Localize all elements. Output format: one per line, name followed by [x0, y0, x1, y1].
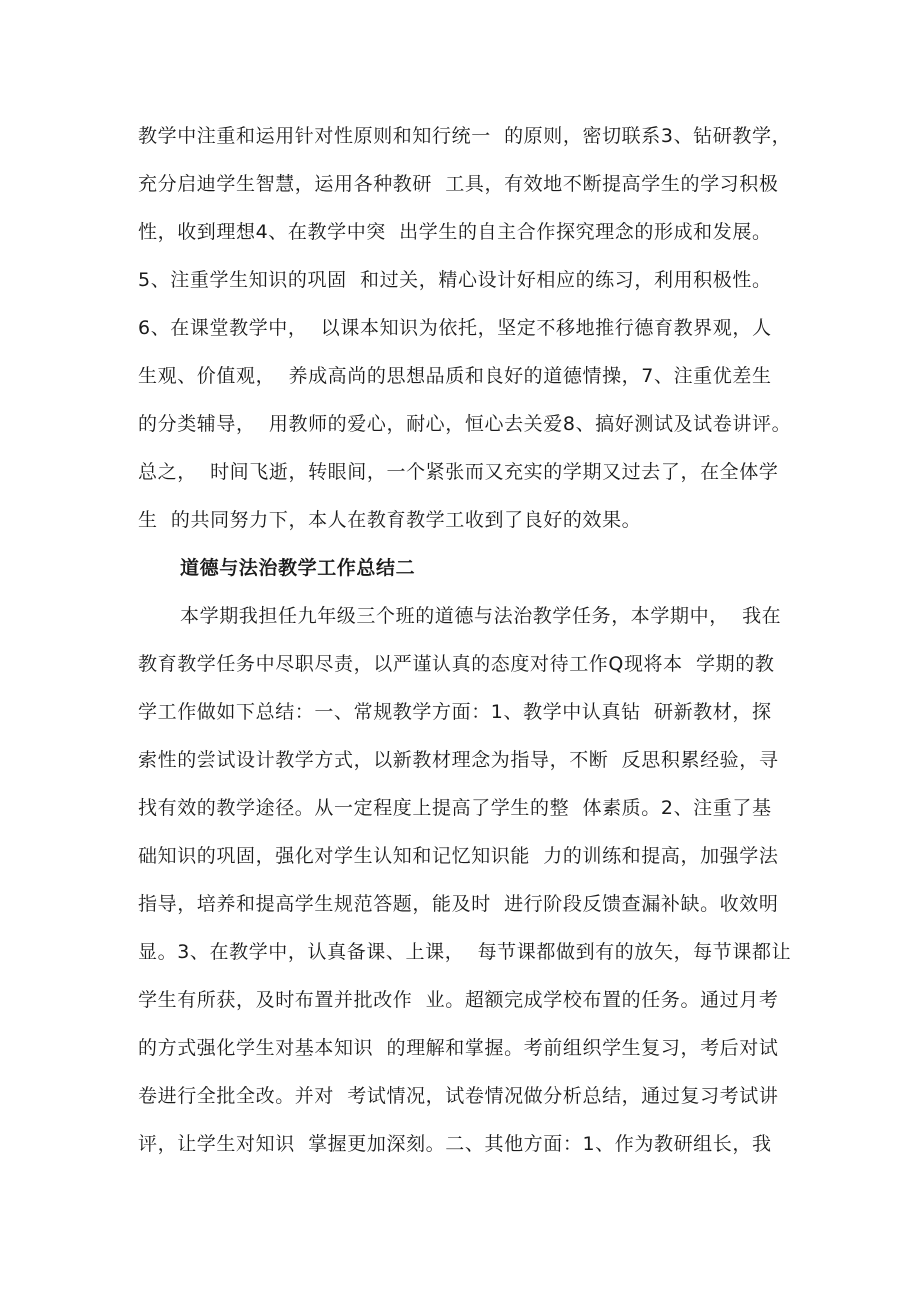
body-text-line: 教学中注重和运用针对性原则和知行统一 的原则，密切联系3、钻研教学， [138, 125, 792, 147]
body-text-line: 教育教学任务中尽职尽责，以严谨认真的态度对待工作Q现将本 学期的教 [138, 653, 775, 675]
body-text-line: 的方式强化学生对基本知识 的理解和掌握。考前组织学生复习，考后对试 [138, 1037, 779, 1059]
body-text-line: 本学期我担任九年级三个班的道德与法治教学任务，本学期中， 我在 [180, 605, 782, 627]
body-text-line: 总之， 时间飞逝，转眼间，一个紧张而又充实的学期又过去了，在全体学 [138, 461, 779, 483]
body-text-line: 卷进行全批全改。并对 考试情况，试卷情况做分析总结，通过复习考试讲 [138, 1085, 779, 1107]
body-text-line: 6、在课堂教学中， 以课本知识为依托，坚定不移地推行德育教界观，人 [138, 317, 772, 339]
body-text-line: 学生有所获，及时布置并批改作 业。超额完成学校布置的任务。通过月考 [138, 989, 779, 1011]
section-heading: 道德与法治教学工作总结二 [180, 557, 416, 579]
body-text-line: 的分类辅导， 用教师的爱心，耐心，恒心去关爱8、搞好测试及试卷讲评。 [138, 413, 792, 435]
body-text-line: 础知识的巩固，强化对学生认知和记忆知识能 力的训练和提高，加强学法 [138, 845, 779, 867]
body-text-line: 性，收到理想4、在教学中突 出学生的自主合作探究理念的形成和发展。 [138, 221, 772, 243]
body-text-line: 索性的尝试设计教学方式，以新教材理念为指导，不断 反思积累经验，寻 [138, 749, 779, 771]
body-text-line: 生观、价值观， 养成高尚的思想品质和良好的道德情操，7、注重优差生 [138, 365, 772, 387]
body-text-line: 学工作做如下总结：一、常规教学方面：1、教学中认真钻 研新教材，探 [138, 701, 772, 723]
body-text-line: 评，让学生对知识 掌握更加深刻。二、其他方面：1、作为教研组长，我 [138, 1133, 772, 1155]
body-text-line: 找有效的教学途径。从一定程度上提高了学生的整 体素质。2、注重了基 [138, 797, 772, 819]
body-text-line: 指导，培养和提高学生规范答题，能及时 进行阶段反馈查漏补缺。收效明 [138, 893, 779, 915]
body-text-line: 生 的共同努力下，本人在教育教学工收到了良好的效果。 [138, 509, 642, 531]
body-text-line: 5、注重学生知识的巩固 和过关，精心设计好相应的练习，利用积极性。 [138, 269, 772, 291]
body-text-line: 充分启迪学生智慧，运用各种教研 工具，有效地不断提高学生的学习积极 [138, 173, 779, 195]
body-text-line: 显。3、在教学中，认真备课、上课， 每节课都做到有的放矢，每节课都让 [138, 941, 792, 963]
